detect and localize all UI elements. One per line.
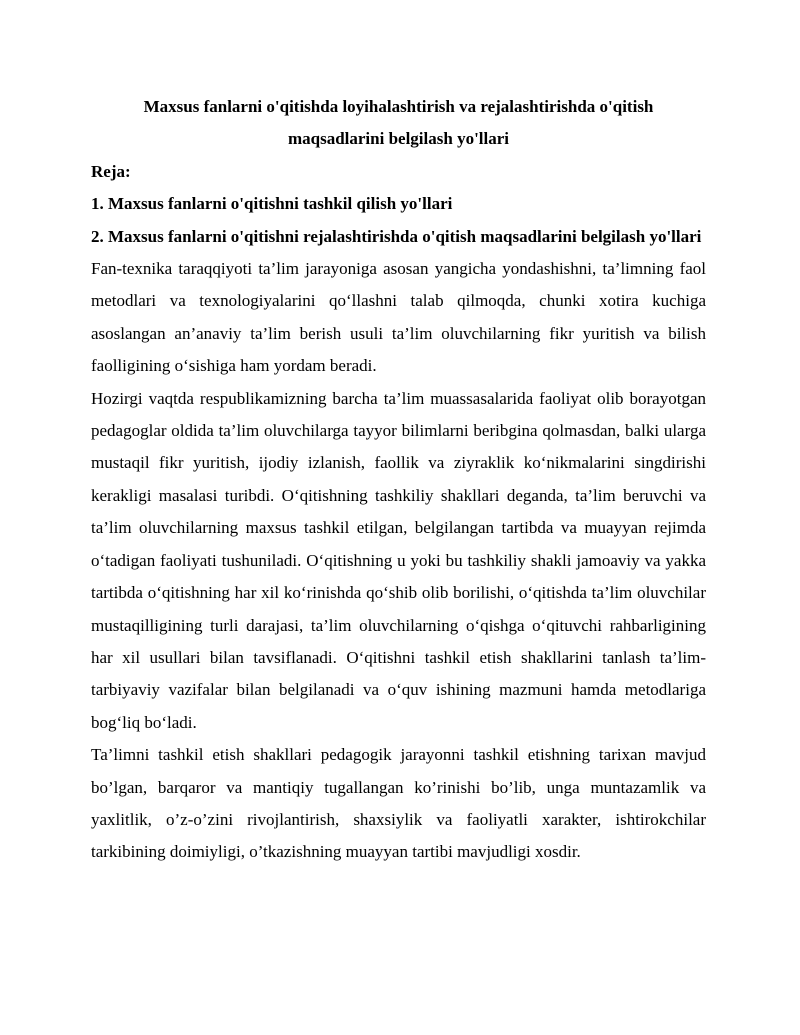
paragraph-3: Ta’limni tashkil etish shakllari pedagogik jarayonni tashkil etishning tarixan mavjud bo’lgan, barqaror va mantiqiy tugallangan ko’rinishi bo’lib, unga muntazamlik va yaxlitlik, o’z-o’zini rivojlantirish, shaxsiylik va faoliyatli xarakter, ishtirokchilar tarkibining doimiyligi, o’tkazishning muayyan tartibi mavjudligi xosdir. <box>91 745 706 862</box>
plan-heading: Reja: <box>91 161 131 181</box>
paragraph-2: Hozirgi vaqtda respublikamizning barcha ta’lim muassasalarida faoliyat olib borayotgan pedagoglar oldida ta’lim oluvchilarga tayyor bilimlarni beribgina qolmasdan, balki ularga mustaqil fikr yuritish, ijodiy izlanish, faollik va ziyraklik ko‘nikmalarini singdirishi kerakligi masalasi turibdi. O‘qitishning tashkiliy shakllari deganda, ta’lim beruvchi va ta’lim oluvchilarning maxsus tashkil etilgan, belgilangan tartibda va muayyan rejimda o‘tadigan faoliyati tushuniladi. O‘qitishning u yoki bu tashkiliy shakli jamoaviy va yakka tartibda o‘qitishning har xil ko‘rinishda qo‘shib olib borilishi, o‘qitishda ta’lim oluvchilar mustaqilligining turli darajasi, ta’lim oluvchilarning o‘qishga o‘qituvchi rahbarligining har xil usullari bilan tavsiflanadi. O‘qitishni tashkil etish shakllarini tanlash ta’lim-tarbiyaviy vazifalar bilan belgilanadi va o‘quv ishining mazmuni hamda metodlariga bog‘liq bo‘ladi. <box>91 388 706 732</box>
plan-item-1: 1. Maxsus fanlarni o'qitishni tashkil qilish yo'llari <box>91 194 453 214</box>
paragraph-1: Fan-texnika taraqqiyoti ta’lim jarayoniga asosan yangicha yondashishni, ta’limning faol metodlari va texnologiyalarini qo‘llashni talab qilmoqda, chunki xotira kuchiga asoslangan an’anaviy ta’lim berish usuli ta’lim oluvchilarning fikr yuritish va bilish faolligining o‘sishiga ham yordam beradi. <box>91 259 706 376</box>
document-title: Maxsus fanlarni o'qitishda loyihalashtirish va rejalashtirishda o'qitish maqsadlarini belgilash yo'llari <box>143 97 654 149</box>
plan-item-2: 2. Maxsus fanlarni o'qitishni rejalashtirishda o'qitish maqsadlarini belgilash yo'llari <box>91 226 702 246</box>
document-page <box>91 91 706 869</box>
